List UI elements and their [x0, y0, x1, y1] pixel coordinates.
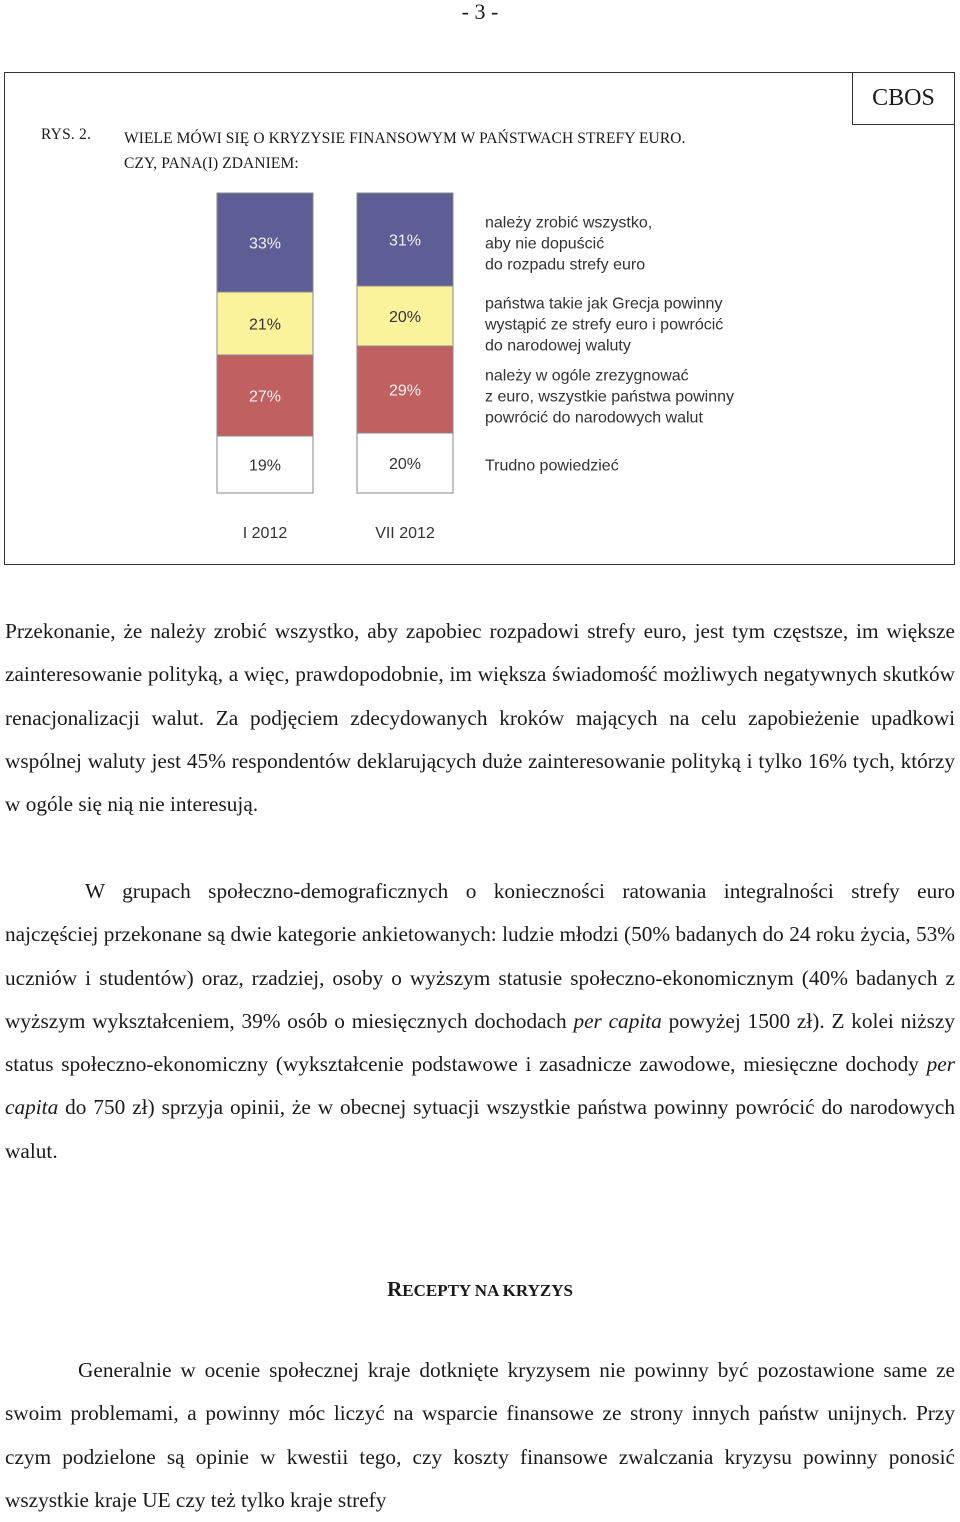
bar-value-label-2-1: 31% — [388, 232, 422, 250]
legend-entry-2-line-2: wystąpić ze strefy euro i powrócić — [485, 316, 724, 334]
bar-value-label-1-3: 27% — [248, 388, 282, 406]
section-heading-initial: R — [387, 1277, 403, 1301]
legend-entry-2-line-3: do narodowej waluty — [485, 337, 631, 355]
section-heading — [0, 1277, 960, 1302]
page-number: - 3 - — [461, 0, 499, 24]
paragraph-2-part-a: W grupach społeczno-demograficznych o konieczności ratowania integralności strefy euro najczęściej przekonane są dwie kategorie ankietowanych: ludzie młodzi (50% badanych do 24 roku życia, 53% uczniów i studentów) oraz, rzadziej, osoby o wyższym statusie społeczno-ekonomicznym (40% badanych z wyższym wykształceniem, 39% osób o miesięcznych dochodach — [5, 879, 955, 1033]
paragraph-2-part-c: do 750 zł) sprzyja opinii, że w obecnej sytuacji wszystkie państwa powinny powrócić do narodowych walut. — [5, 1095, 955, 1163]
figure-box — [4, 72, 955, 565]
legend-entry-2-line-1: państwa takie jak Grecja powinny — [485, 295, 723, 313]
paragraph-1: Przekonanie, że należy zrobić wszystko, aby zapobiec rozpadowi strefy euro, jest tym częstsze, im większe zainteresowanie polityką, a więc, prawdopodobnie, im większa świadomość możliwych negatywnych skutków renacjonalizacji walut. Za podjęciem zdecydowanych kroków mających na celu zapobieżenie upadkowi wspólnej waluty jest 45% respondentów deklarujących duże zainteresowanie polityką i tylko 16% tych, którzy w ogóle się nią nie interesują. — [5, 619, 955, 817]
figure-label: RYS. 2. — [41, 126, 92, 143]
source-badge: CBOS — [852, 72, 955, 125]
x-tick-label-1: I 2012 — [242, 525, 288, 542]
paragraph-2-part-b: powyżej 1500 zł). Z kolei niższy status społeczno-ekonomiczny (wykształcenie podstawowe i zasadnicze zawodowe, miesięczne dochody — [5, 1008, 956, 1077]
paragraph-2-italic-1: per capita — [573, 1008, 662, 1033]
bar-value-label-1-1: 33% — [248, 235, 282, 253]
section-heading-rest: ECEPTY NA KRYZYS — [402, 1281, 573, 1300]
legend-entry-3-line-3: powrócić do narodowych walut — [485, 409, 703, 427]
legend-entry-4-line-1: Trudno powiedzieć — [485, 457, 619, 475]
legend-entry-3-line-1: należy w ogóle zrezygnować — [485, 367, 689, 385]
legend-entry-1-line-3: do rozpadu strefy euro — [485, 256, 646, 274]
legend-entry-1-line-2: aby nie dopuścić — [485, 235, 605, 253]
stacked-bar-chart — [5, 73, 954, 564]
bar-value-label-2-2: 20% — [388, 309, 422, 326]
bar-value-label-2-4: 20% — [388, 456, 422, 473]
figure-title-line-1: WIELE MÓWI SIĘ O KRYZYSIE FINANSOWYM W PAŃSTWACH STREFY EURO. — [124, 130, 686, 147]
bar-value-label-1-4: 19% — [248, 457, 282, 475]
paragraph-3: Generalnie w ocenie społecznej kraje dotknięte kryzysem nie powinny być pozostawione same ze swoim problemami, a powinny móc liczyć na wsparcie finansowe ze strony innych państw unijnych. Przy czym podzielone są opinie w kwestii tego, czy koszty finansowe zwalczania kryzysu powinny ponosić wszystkie kraje UE czy też tylko kraje strefy — [5, 1358, 955, 1512]
bar-value-label-1-2: 21% — [248, 316, 282, 334]
paragraph-2 — [5, 870, 955, 1173]
bar-value-label-2-3: 29% — [388, 382, 422, 400]
x-tick-label-2: VII 2012 — [375, 525, 435, 542]
legend-entry-3-line-2: z euro, wszystkie państwa powinny — [485, 388, 734, 406]
legend-entry-1-line-1: należy zrobić wszystko, — [485, 214, 653, 232]
figure-title-line-2: CZY, PANA(I) ZDANIEM: — [124, 155, 299, 172]
paragraph-2-italic-2: per capita — [5, 1052, 955, 1120]
